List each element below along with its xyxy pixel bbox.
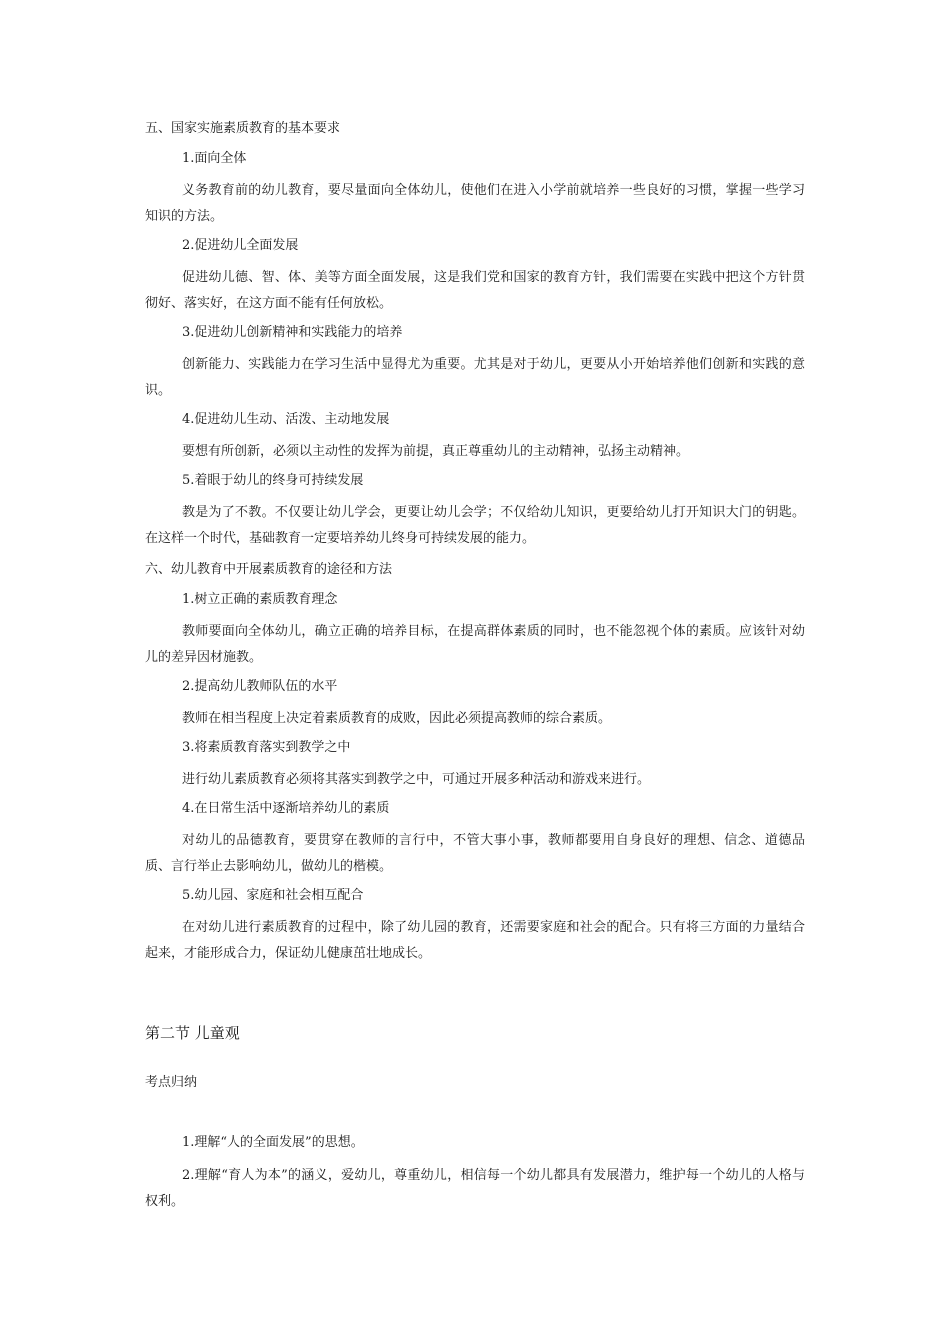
item-title: 3.将素质教育落实到教学之中 bbox=[182, 740, 351, 755]
item-body: 进行幼儿素质教育必须将其落实到教学之中，可通过开展多种活动和游戏来进行。 bbox=[182, 772, 651, 787]
item-body: 教是为了不教。不仅要让幼儿学会，更要让幼儿会学；不仅给幼儿知识，更要给幼儿打开知识大门的钥匙。在这样一个时代，基础教育一定要培养幼儿终身可持续发展的能力。 bbox=[145, 505, 805, 546]
item-title: 4.在日常生活中逐渐培养幼儿的素质 bbox=[182, 801, 390, 816]
item-title: 5.幼儿园、家庭和社会相互配合 bbox=[182, 888, 364, 903]
item-body: 对幼儿的品德教育，要贯穿在教师的言行中，不管大事小事，教师都要用自身良好的理想、信念、道德品质、言行举止去影响幼儿，做幼儿的楷模。 bbox=[145, 833, 805, 874]
item-body: 教师要面向全体幼儿，确立正确的培养目标，在提高群体素质的同时，也不能忽视个体的素质。应该针对幼儿的差异因材施教。 bbox=[145, 624, 805, 665]
item-title: 2.提高幼儿教师队伍的水平 bbox=[182, 679, 338, 694]
item-title: 1.树立正确的素质教育理念 bbox=[182, 592, 338, 607]
item-title: 5.着眼于幼儿的终身可持续发展 bbox=[182, 473, 364, 488]
item-body: 教师在相当程度上决定着素质教育的成败，因此必须提高教师的综合素质。 bbox=[182, 711, 612, 726]
item-title: 2.促进幼儿全面发展 bbox=[182, 238, 299, 253]
point-item: 2.理解“育人为本”的涵义，爱幼儿，尊重幼儿，相信每一个幼儿都具有发展潜力，维护每一个幼儿的人格与权利。 bbox=[145, 1168, 805, 1209]
item-title: 4.促进幼儿生动、活泼、主动地发展 bbox=[182, 412, 390, 427]
item-body: 要想有所创新，必须以主动性的发挥为前提，真正尊重幼儿的主动精神，弘扬主动精神。 bbox=[182, 444, 690, 459]
section-title: 第二节 儿童观 bbox=[145, 1024, 240, 1042]
item-body: 创新能力、实践能力在学习生活中显得尤为重要。尤其是对于幼儿，更要从小开始培养他们创新和实践的意识。 bbox=[145, 357, 805, 398]
section-heading-5: 五、国家实施素质教育的基本要求 bbox=[145, 121, 341, 136]
section-subtitle: 考点归纳 bbox=[145, 1075, 198, 1090]
item-body: 义务教育前的幼儿教育，要尽量面向全体幼儿，使他们在进入小学前就培养一些良好的习惯，掌握一些学习知识的方法。 bbox=[145, 183, 805, 224]
item-title: 3.促进幼儿创新精神和实践能力的培养 bbox=[182, 325, 403, 340]
point-item: 1.理解“人的全面发展”的思想。 bbox=[182, 1135, 364, 1150]
item-body: 促进幼儿德、智、体、美等方面全面发展，这是我们党和国家的教育方针，我们需要在实践中把这个方针贯彻好、落实好，在这方面不能有任何放松。 bbox=[145, 270, 805, 311]
item-body: 在对幼儿进行素质教育的过程中，除了幼儿园的教育，还需要家庭和社会的配合。只有将三方面的力量结合起来，才能形成合力，保证幼儿健康茁壮地成长。 bbox=[145, 920, 805, 961]
item-title: 1.面向全体 bbox=[182, 151, 247, 166]
section-heading-6: 六、幼儿教育中开展素质教育的途径和方法 bbox=[145, 562, 393, 577]
